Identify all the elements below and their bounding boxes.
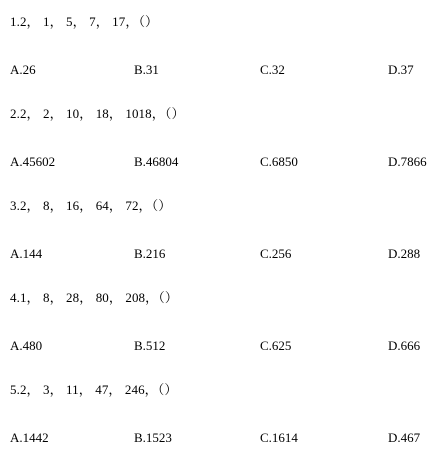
option-d: D.467 (388, 430, 421, 445)
option-b: B.31 (134, 62, 159, 77)
option-c: C.1614 (260, 430, 298, 445)
options-row (10, 336, 440, 356)
question-stem: 4.1， 8， 28， 80， 208，（） (10, 290, 178, 305)
option-c: C.6850 (260, 154, 298, 169)
option-c: C.32 (260, 62, 285, 77)
option-c: C.256 (260, 246, 292, 261)
option-b: B.512 (134, 338, 166, 353)
option-a: A.144 (10, 246, 43, 261)
question-stem: 3.2， 8， 16， 64， 72，（） (10, 198, 172, 213)
question-1 (10, 12, 440, 104)
option-a: A.1442 (10, 430, 49, 445)
option-b: B.216 (134, 246, 166, 261)
option-a: A.45602 (10, 154, 56, 169)
question-3 (10, 196, 440, 288)
option-a: A.26 (10, 62, 36, 77)
options-row (10, 244, 440, 264)
option-d: D.666 (388, 338, 421, 353)
option-d: D.7866 (388, 154, 427, 169)
options-row (10, 60, 440, 80)
question-5 (10, 380, 440, 472)
option-a: A.480 (10, 338, 43, 353)
question-stem: 1.2， 1， 5， 7， 17，（） (10, 14, 159, 29)
option-d: D.37 (388, 62, 414, 77)
option-b: B.46804 (134, 154, 179, 169)
option-b: B.1523 (134, 430, 172, 445)
option-c: C.625 (260, 338, 292, 353)
options-row (10, 152, 440, 172)
question-2 (10, 104, 440, 196)
question-stem: 5.2， 3， 11， 47， 246，（） (10, 382, 178, 397)
options-row (10, 428, 440, 448)
question-stem: 2.2， 2， 10， 18， 1018，（） (10, 106, 185, 121)
option-d: D.288 (388, 246, 421, 261)
question-4 (10, 288, 440, 380)
